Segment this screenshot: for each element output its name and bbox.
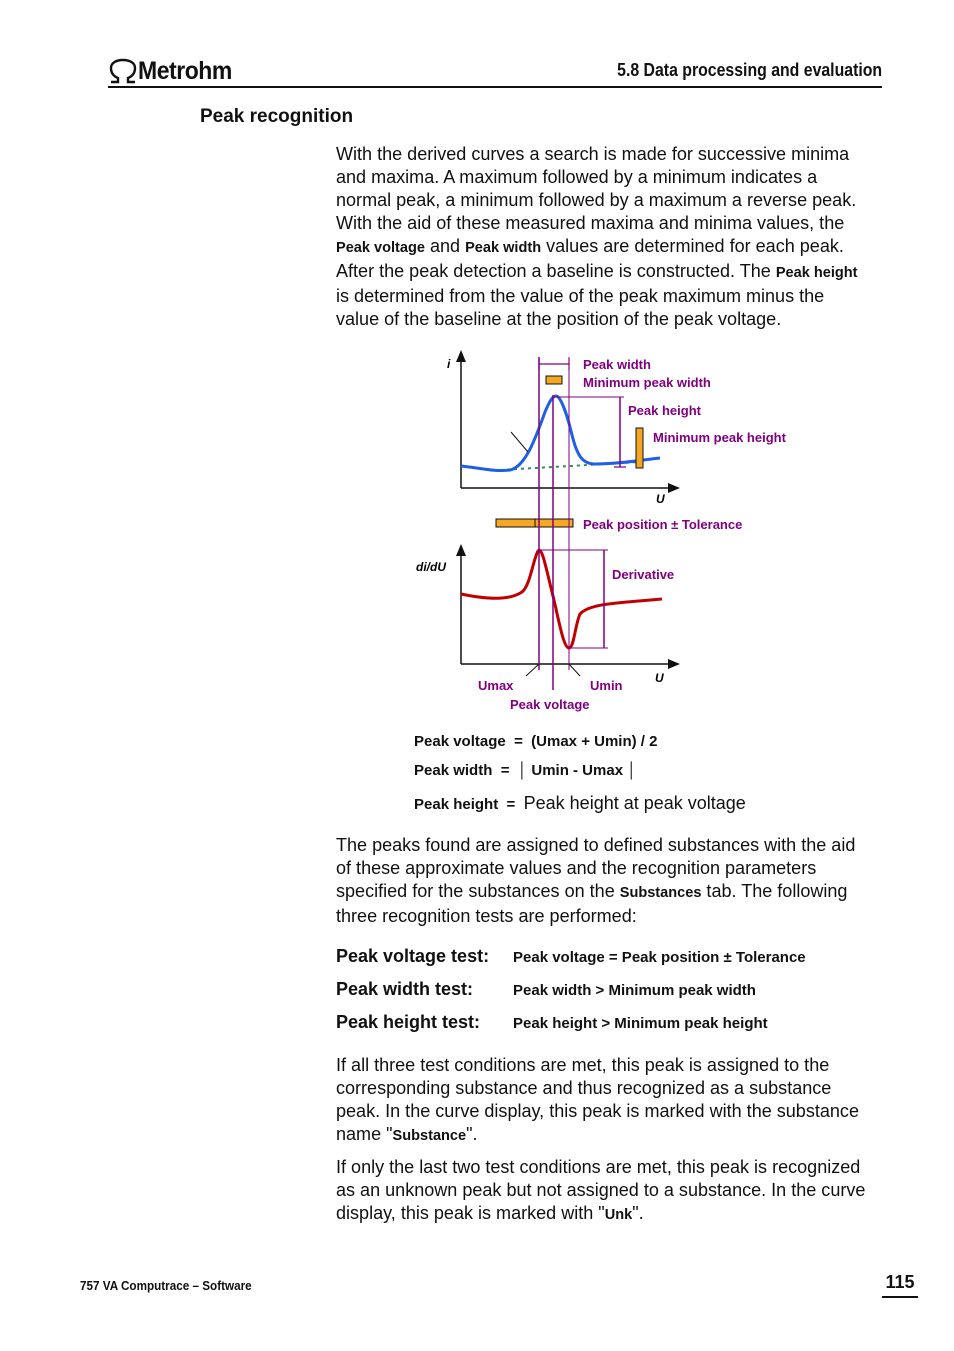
lower-y-axis-label: di/dU: [416, 560, 446, 574]
label-peak-position-tolerance: Peak position ± Tolerance: [583, 517, 743, 532]
test-rule-peak-width: Peak width > Minimum peak width: [513, 982, 756, 999]
section-heading: Peak recognition: [200, 106, 354, 127]
page-number-rule: [882, 1296, 918, 1298]
intro-text-1: With the derived curves a search is made for successive minima and maxima. A maximum followed by a minimum indicates a normal peak, a minimum followed by a maximum a reverse peak. With the aid of these measured maxima and minima values, the: [336, 143, 857, 233]
intro-bold-peak-width: Peak width: [465, 239, 542, 256]
header-section-title: 5.8 Data processing and evaluation: [617, 60, 882, 80]
intro-bold-peak-voltage: Peak voltage: [336, 239, 425, 256]
last-two-conditions-paragraph: If only the last two test conditions are met, this peak is recognized as an unknown peak but not assigned to a substance. In the curve display, this peak is marked with "Unk".: [336, 1156, 866, 1223]
test-label-peak-width: Peak width test:: [336, 979, 474, 999]
upper-y-axis-label: i: [447, 357, 451, 371]
label-derivative: Derivative: [612, 567, 675, 582]
derivative-curve: [461, 550, 662, 648]
label-umin: Umin: [590, 678, 623, 693]
umin-pointer: [569, 664, 580, 676]
upper-x-axis-arrow: [668, 483, 680, 493]
footer-product-name: 757 VA Computrace – Software: [80, 1278, 252, 1293]
header-logo: [108, 56, 240, 86]
label-peak-width: Peak width: [583, 357, 651, 372]
assign-bold-substances: Substances: [619, 884, 702, 901]
tolerance-bar-left: [496, 519, 535, 527]
intro-text-4: is determined from the value of the peak maximum minus the value of the baseline at the position of the peak voltage.: [336, 285, 825, 329]
logo-wordmark: Metrohm: [138, 56, 232, 85]
label-peak-voltage: Peak voltage: [510, 697, 590, 712]
intro-text-2: and: [424, 235, 466, 256]
all-conditions-paragraph: If all three test conditions are met, this peak is assigned to the corresponding substance and thus recognized as a substance peak. In the curve display, this peak is marked with the substance name "Substance".: [336, 1054, 859, 1144]
label-min-peak-width: Minimum peak width: [583, 375, 711, 390]
label-peak-height: Peak height: [628, 403, 701, 418]
intro-text-3: values are determined for each peak. After the peak detection a baseline is constructed. The: [336, 235, 844, 281]
formula-peak-width: Peak width = │ Umin - Umax │: [414, 762, 637, 779]
bold-unk: Unk: [604, 1206, 633, 1223]
page-number: 115: [885, 1272, 915, 1292]
assign-paragraph: The peaks found are assigned to defined substances with the aid of these approximate values and the recognition parameters specified for the substances on the Substances tab. The following three recognition tests are performed:: [336, 834, 856, 926]
upper-y-axis-arrow: [456, 350, 466, 362]
omega-logo-icon: [108, 58, 138, 84]
upper-x-axis-label: U: [656, 492, 665, 506]
formula-peak-height: Peak height = Peak height at peak voltage: [414, 793, 746, 813]
min-peak-width-bar: [546, 376, 562, 384]
lower-y-axis-arrow: [456, 544, 466, 556]
formula-peak-voltage: Peak voltage = (Umax + Umin) / 2: [414, 733, 658, 750]
header-divider: [108, 86, 882, 88]
test-label-peak-height: Peak height test:: [336, 1012, 481, 1032]
test-rule-peak-voltage: Peak voltage = Peak position ± Tolerance: [513, 949, 806, 966]
peak-recognition-diagram: [400, 340, 820, 720]
lower-x-axis-label: U: [655, 671, 664, 685]
bold-substance: Substance: [392, 1127, 467, 1144]
curve-pointer-line: [511, 432, 528, 452]
test-label-peak-voltage: Peak voltage test:: [336, 946, 490, 966]
tolerance-bar-right: [535, 519, 573, 527]
intro-paragraph: [336, 142, 871, 330]
intro-bold-peak-height: Peak height: [775, 264, 858, 281]
test-rule-peak-height: Peak height > Minimum peak height: [513, 1015, 768, 1032]
label-min-peak-height: Minimum peak height: [653, 430, 786, 445]
min-peak-height-bar: [636, 428, 643, 468]
lower-x-axis-arrow: [668, 659, 680, 669]
umax-pointer: [526, 664, 539, 676]
label-umax: Umax: [478, 678, 514, 693]
